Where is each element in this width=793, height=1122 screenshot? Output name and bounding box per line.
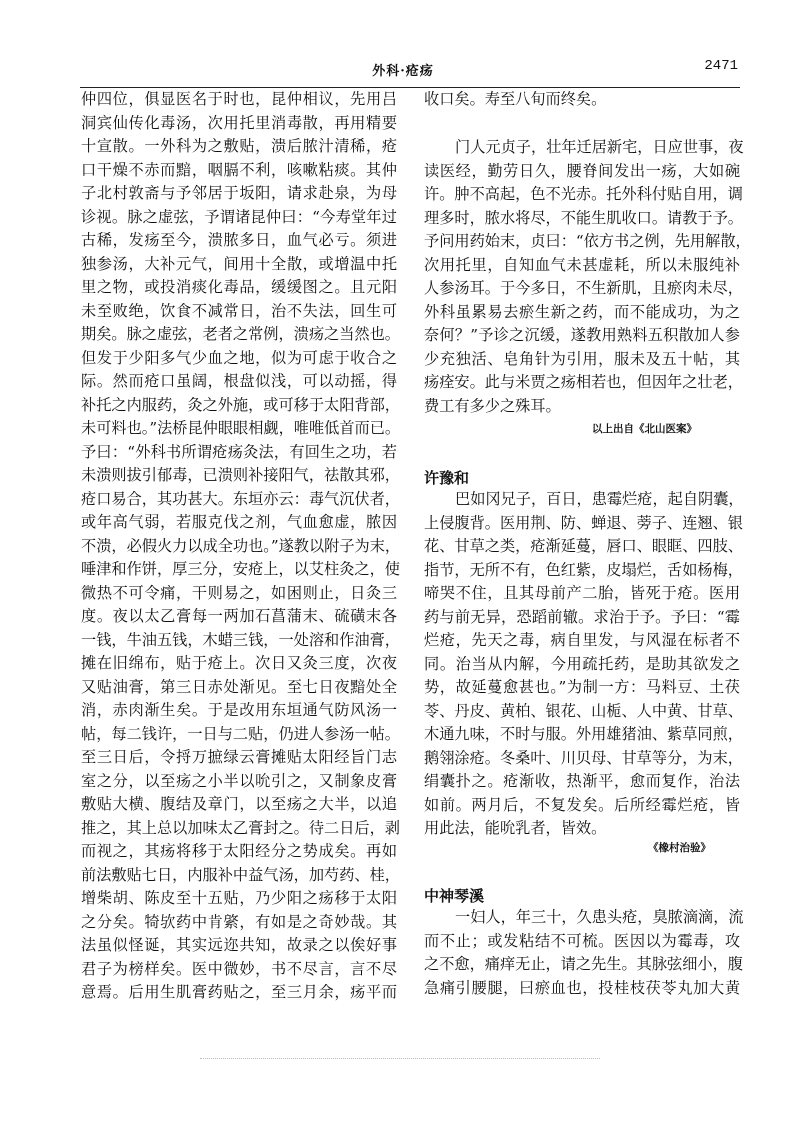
text-line: 推之，其上总以加味太乙膏封之。待二日后，剥 [81,818,400,837]
scan-artifact-line [200,1058,600,1059]
section-heading: 许豫和 [424,469,470,487]
text-line: 绢囊扑之。疮渐收，热渐平，愈而复作，治法 [424,772,740,790]
source-citation: 《橡村治验》 [648,842,711,854]
text-line: 前法敷贴七日，内服补中益气汤，加芍药、桂， [81,865,400,884]
text-line: 一妇人，年三十，久患头疮，臭脓滴滴，流 [455,908,744,926]
text-line: 未至败绝，饮食不减常日，治不失法，回生可 [81,301,397,320]
text-line: 或年高气弱，若服克伐之剂，气血愈虚，脓因 [81,513,397,531]
text-line: 口干燥不赤而黯，咽膈不利，咳嗽粘痰。其仲 [81,160,397,179]
text-line: 同。治当从内解，今用疏托药，是助其欲发之 [424,654,740,673]
text-line: 不溃，必假火力以成全功也。”遂教以附子为末， [81,536,401,555]
text-line: 未溃则拔引郁毒，已溃则补接阳气，祛散其邪， [81,466,400,484]
text-line: 法虽似怪诞，其实远迩共知，故录之以俟好事 [81,936,397,954]
text-line: 至三日后，令捋万摭绿云膏摊贴太阳经旨门志 [81,748,397,766]
text-line: 木通九味，不时与服。外用雄猪油、紫草同煎， [424,725,743,743]
text-line: 帖，每二钱许，一日与二贴，仍进人参汤一帖。 [81,724,400,743]
text-line: 指节，无所不有，色红紫，皮塌烂，舌如杨梅， [424,560,743,579]
text-line: 读医经，勤劳日久，腰脊间发出一疡，大如碗 [424,161,740,180]
text-line: 许。肿不高起，色不光赤。托外科付贴自用，调 [424,185,743,203]
text-line: 十宣散。一外科为之敷贴，溃后脓汁清稀，疮 [81,137,397,155]
text-line: 外科虽累易去瘀生新之药，而不能成功，为之 [424,302,740,321]
right-column-continuation [424,88,740,112]
section-body [424,488,744,841]
text-line: 啼哭不住，且其母前产二胎，皆死于疮。医用 [424,584,740,602]
text-line: 急痛引腰腿，曰瘀血也，投桂枝茯苓丸加大黄 [424,978,740,997]
text-line: 室之分，以至疡之小半以吮引之，又制象皮膏 [81,771,397,790]
text-line: 期矣。脉之虚弦，老者之常例，溃疡之当然也。 [81,325,400,343]
text-line: 势，故延蔓愈甚也。”为制一方：马料豆、土茯 [424,678,740,696]
text-line: 之不愈，痛痒无止，请之先生。其脉弦细小，腹 [424,955,743,973]
text-line: 花、甘草之类，疮渐延蔓，唇口、眼眶、四肢、 [424,537,743,555]
text-line: 而视之，其疡将移于太阳经分之势成矣。再如 [81,842,397,860]
text-line: 古稀，发疡至今，溃脓多日，血气必亏。须进 [81,231,397,249]
text-line: 之分矣。犄欤药中肯綮，有如是之奇妙哉。其 [81,912,397,931]
text-line: 仲四位，俱显医名于时也，昆仲相议，先用吕 [81,90,397,108]
text-line: 但发于少阳多气少血之地，似为可虑于收合之 [81,348,397,367]
text-line: 上侵腹背。医用荆、防、蝉退、蒡子、连翘、银 [424,513,743,532]
section-body [424,906,744,1000]
text-line: 收口矣。寿至八旬而终矣。 [424,90,607,108]
text-line: 用此法，能吮乳者，皆效。 [424,819,607,837]
text-line: 苓、丹皮、黄柏、银花、山栀、人中黄、甘草、 [424,701,743,720]
text-line: 一钱，牛油五钱，木蜡三钱，一处溶和作油膏， [81,630,400,649]
text-line: 消，赤肉渐生矣。于是改用东垣通气防风汤一 [81,701,397,719]
text-line: 补托之内服药，灸之外施，或可移于太阳背部， [81,395,400,414]
text-line: 次用托里，自知血气未甚虚耗，所以未服纯补 [424,255,740,274]
text-line: 增柴胡、陈皮至十五贴，乃少阳之疡移于太阳 [81,889,397,907]
source-citation: 以上出自《北山医案》 [592,423,697,435]
text-line: 门人元贞子，壮年迁居新宅，日应世事，夜 [455,138,744,156]
text-line: 敷贴大横、腹结及章门，以至疡之大半，以追 [81,795,397,813]
case-paragraph [424,136,751,418]
text-line: 奈何？”予诊之沉缓，遂教用熟料五积散加人参 [424,326,740,344]
text-line: 予曰：“外科书所谓疮疡灸法，有回生之功，若 [81,442,397,461]
page-number: 2471 [704,58,738,74]
text-line: 独参汤，大补元气，间用十全散，或增温中托 [81,254,397,273]
text-line: 理多时，脓水将尽，不能生肌收口。请教于予。 [424,208,743,227]
text-line: 度。夜以太乙膏每一两加石菖蒲末、硫磺末各 [81,607,397,625]
text-line: 洞宾仙传化毒汤，次用托里消毒散，再用精要 [81,113,397,132]
text-line: 意焉。后用生肌膏药贴之，至三月余，疡平而 [81,983,397,1001]
text-line: 予问用药始末，贞曰：“依方书之例，先用解散， [424,232,751,250]
text-line: 疮口易合，其功甚大。东垣亦云：毒气沉伏者， [81,489,400,508]
text-line: 疡痊安。此与米贾之疡相若也，但因年之壮老， [424,373,743,391]
text-line: 鹅翎涂疮。冬桑叶、川贝母、甘草等分，为末， [424,748,743,767]
text-line: 而不止；或发粘结不可梳。医因以为霉毒，攻 [424,931,740,950]
text-line: 人参汤耳。于今多日，不生新肌，且瘀肉未尽， [424,279,743,297]
section-heading: 中神琴溪 [424,887,485,905]
text-line: 唾津和作饼，厚三分，安疮上，以艾柱灸之，使 [81,560,400,578]
text-line: 烂疮，先天之毒，病自里发，与风湿在标者不 [424,631,740,649]
text-line: 子北村敦斋与予邻居于坂阳，请求赴泉，为母 [81,184,397,202]
running-header-title: 外科·疮疡 [372,64,434,79]
text-line: 又贴油膏，第三日赤处渐见。至七日夜黯处全 [81,677,397,696]
text-line: 费工有多少之殊耳。 [424,396,561,415]
text-line: 里之物，或投消痰化毒品，缓缓图之。且元阳 [81,278,397,296]
text-line: 巴如冈兄子，百日，患霉烂疮，起自阴囊， [455,490,744,508]
text-line: 际。然而疮口虽阔，根盘似浅，可以动摇，得 [81,372,397,390]
text-line: 君子为榜样矣。医中微妙，书不尽言，言不尽 [81,959,397,978]
text-line: 诊视。脉之虚弦，予谓诸昆仲曰：“今寿堂年过 [81,207,397,226]
text-line: 少充独活、皂角针为引用，服未及五十帖，其 [424,349,740,368]
left-column [81,88,401,1005]
text-line: 药与前无异，恐蹈前辙。求治于予。予曰：“霉 [424,607,740,626]
text-line: 如前。两月后，不复发矣。后所经霉烂疮，皆 [424,795,740,814]
text-line: 未可料也。”法桥昆仲眼眼相觑，唯唯低首而已。 [81,419,401,437]
text-line: 微热不可令痛，干则易之，如困则止，日灸三 [81,583,397,602]
text-line: 摊在旧绵布，贴于疮上。次日又灸三度，次夜 [81,654,397,672]
